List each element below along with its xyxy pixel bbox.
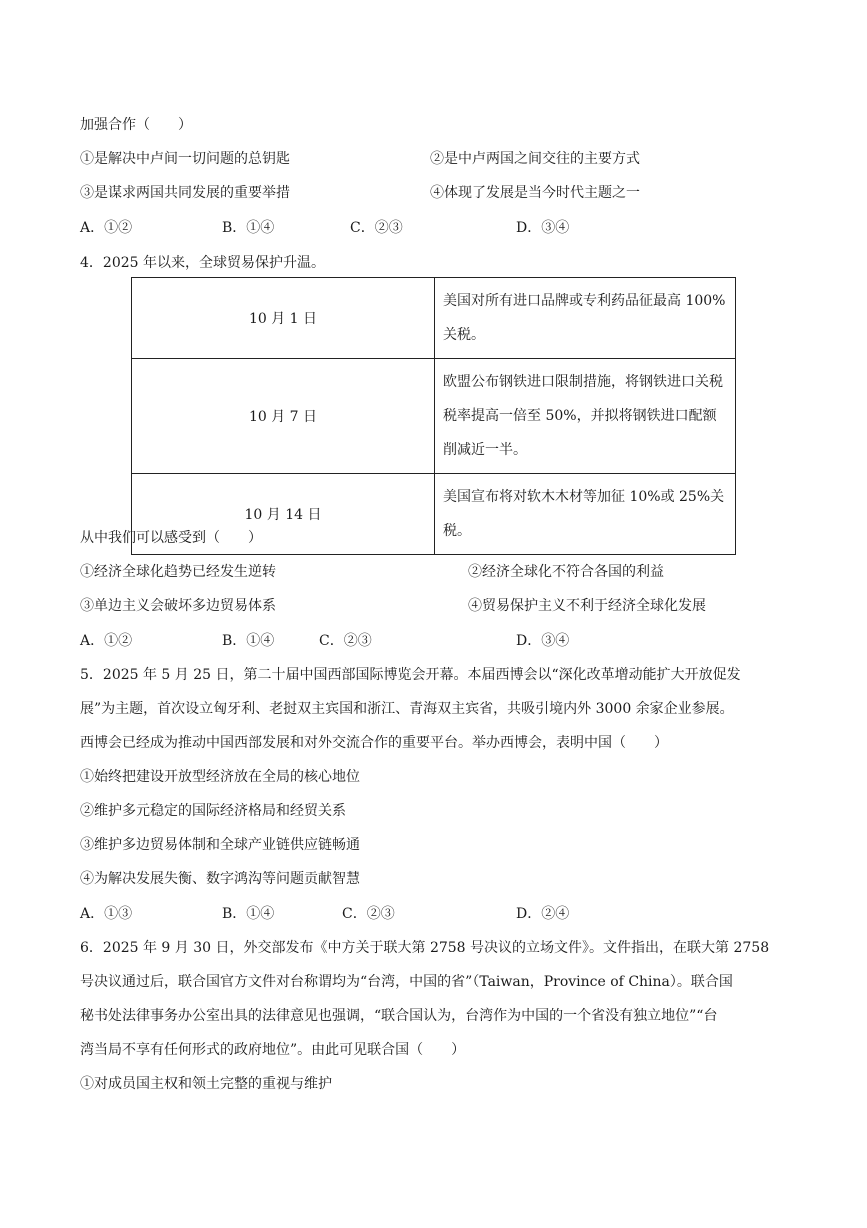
q3-choice-c: C．②③ [350,220,403,236]
q6-stem-line-3: 秘书处法律事务办公室出具的法律意见也强调，“联合国认为，台湾作为中国的一个省没有独立地位”“台 [80,1008,718,1024]
q3-stem-tail: 加强合作（ ） [80,117,192,133]
q3-option-2: ②是中卢两国之间交往的主要方式 [430,151,640,167]
table-row [132,359,736,474]
q5-option-4: ④为解决发展失衡、数字鸿沟等问题贡献智慧 [80,871,360,887]
event-description: 美国宣布将对软木木材等加征 10%或 25%关税。 [435,474,736,555]
q5-stem-line-3: 西博会已经成为推动中国西部发展和对外交流合作的重要平台。举办西博会，表明中国（ ） [80,735,668,751]
q6-stem-line-2: 号决议通过后，联合国官方文件对台称谓均为“台湾，中国的省”（Taiwan，Province of China）。联合国 [80,974,733,990]
q5-stem-line-1: 5．2025 年 5 月 25 日，第二十届中国西部国际博览会开幕。本届西博会以“深化改革增动能扩大开放促发 [80,667,741,683]
table-row [132,278,736,359]
q4-events-table [131,277,736,555]
q3-choice-a: A．①② [80,220,133,236]
q3-choice-b: B．①④ [222,220,275,236]
q4-choice-c: C．②③ [319,633,372,649]
event-description: 欧盟公布钢铁进口限制措施，将钢铁进口关税税率提高一倍至 50%，并拟将钢铁进口配额削减近一半。 [435,359,736,474]
q5-choice-a: A．①③ [80,906,133,922]
q4-option-4: ④贸易保护主义不利于经济全球化发展 [468,598,706,614]
q6-stem-line-1: 6．2025 年 9 月 30 日，外交部发布《中方关于联大第 2758 号决议的立场文件》。文件指出，在联大第 2758 [80,940,770,956]
q5-option-3: ③维护多边贸易体制和全球产业链供应链畅通 [80,837,360,853]
q4-stem: 4．2025 年以来，全球贸易保护升温。 [80,255,325,271]
q3-option-4: ④体现了发展是当今时代主题之一 [430,185,640,201]
q5-stem-line-2: 展”为主题，首次设立匈牙利、老挝双主宾国和浙江、青海双主宾省，共吸引境内外 3000 余家企业参展。 [80,701,734,717]
q4-option-1: ①经济全球化趋势已经发生逆转 [80,564,276,580]
q4-choice-b: B．①④ [222,633,275,649]
q6-option-1: ①对成员国主权和领土完整的重视与维护 [80,1076,332,1092]
event-date: 10 月 7 日 [132,359,435,474]
q5-choice-b: B．①④ [222,906,275,922]
q3-option-3: ③是谋求两国共同发展的重要举措 [80,185,290,201]
q3-choice-d: D．③④ [516,220,570,236]
q6-stem-line-4: 湾当局不享有任何形式的政府地位”。由此可见联合国（ ） [80,1042,466,1058]
q4-question: 从中我们可以感受到（ ） [80,530,262,546]
q5-choice-c: C．②③ [342,906,395,922]
event-description: 美国对所有进口品牌或专利药品征最高 100%关税。 [435,278,736,359]
q5-option-1: ①始终把建设开放型经济放在全局的核心地位 [80,769,360,785]
q4-option-3: ③单边主义会破坏多边贸易体系 [80,598,276,614]
q4-choice-d: D．③④ [516,633,570,649]
q5-option-2: ②维护多元稳定的国际经济格局和经贸关系 [80,803,346,819]
q3-option-1: ①是解决中卢间一切问题的总钥匙 [80,151,290,167]
event-date: 10 月 14 日 [132,474,435,555]
q4-choice-a: A．①② [80,633,133,649]
event-date: 10 月 1 日 [132,278,435,359]
q4-option-2: ②经济全球化不符合各国的利益 [468,564,664,580]
q5-choice-d: D．②④ [516,906,570,922]
